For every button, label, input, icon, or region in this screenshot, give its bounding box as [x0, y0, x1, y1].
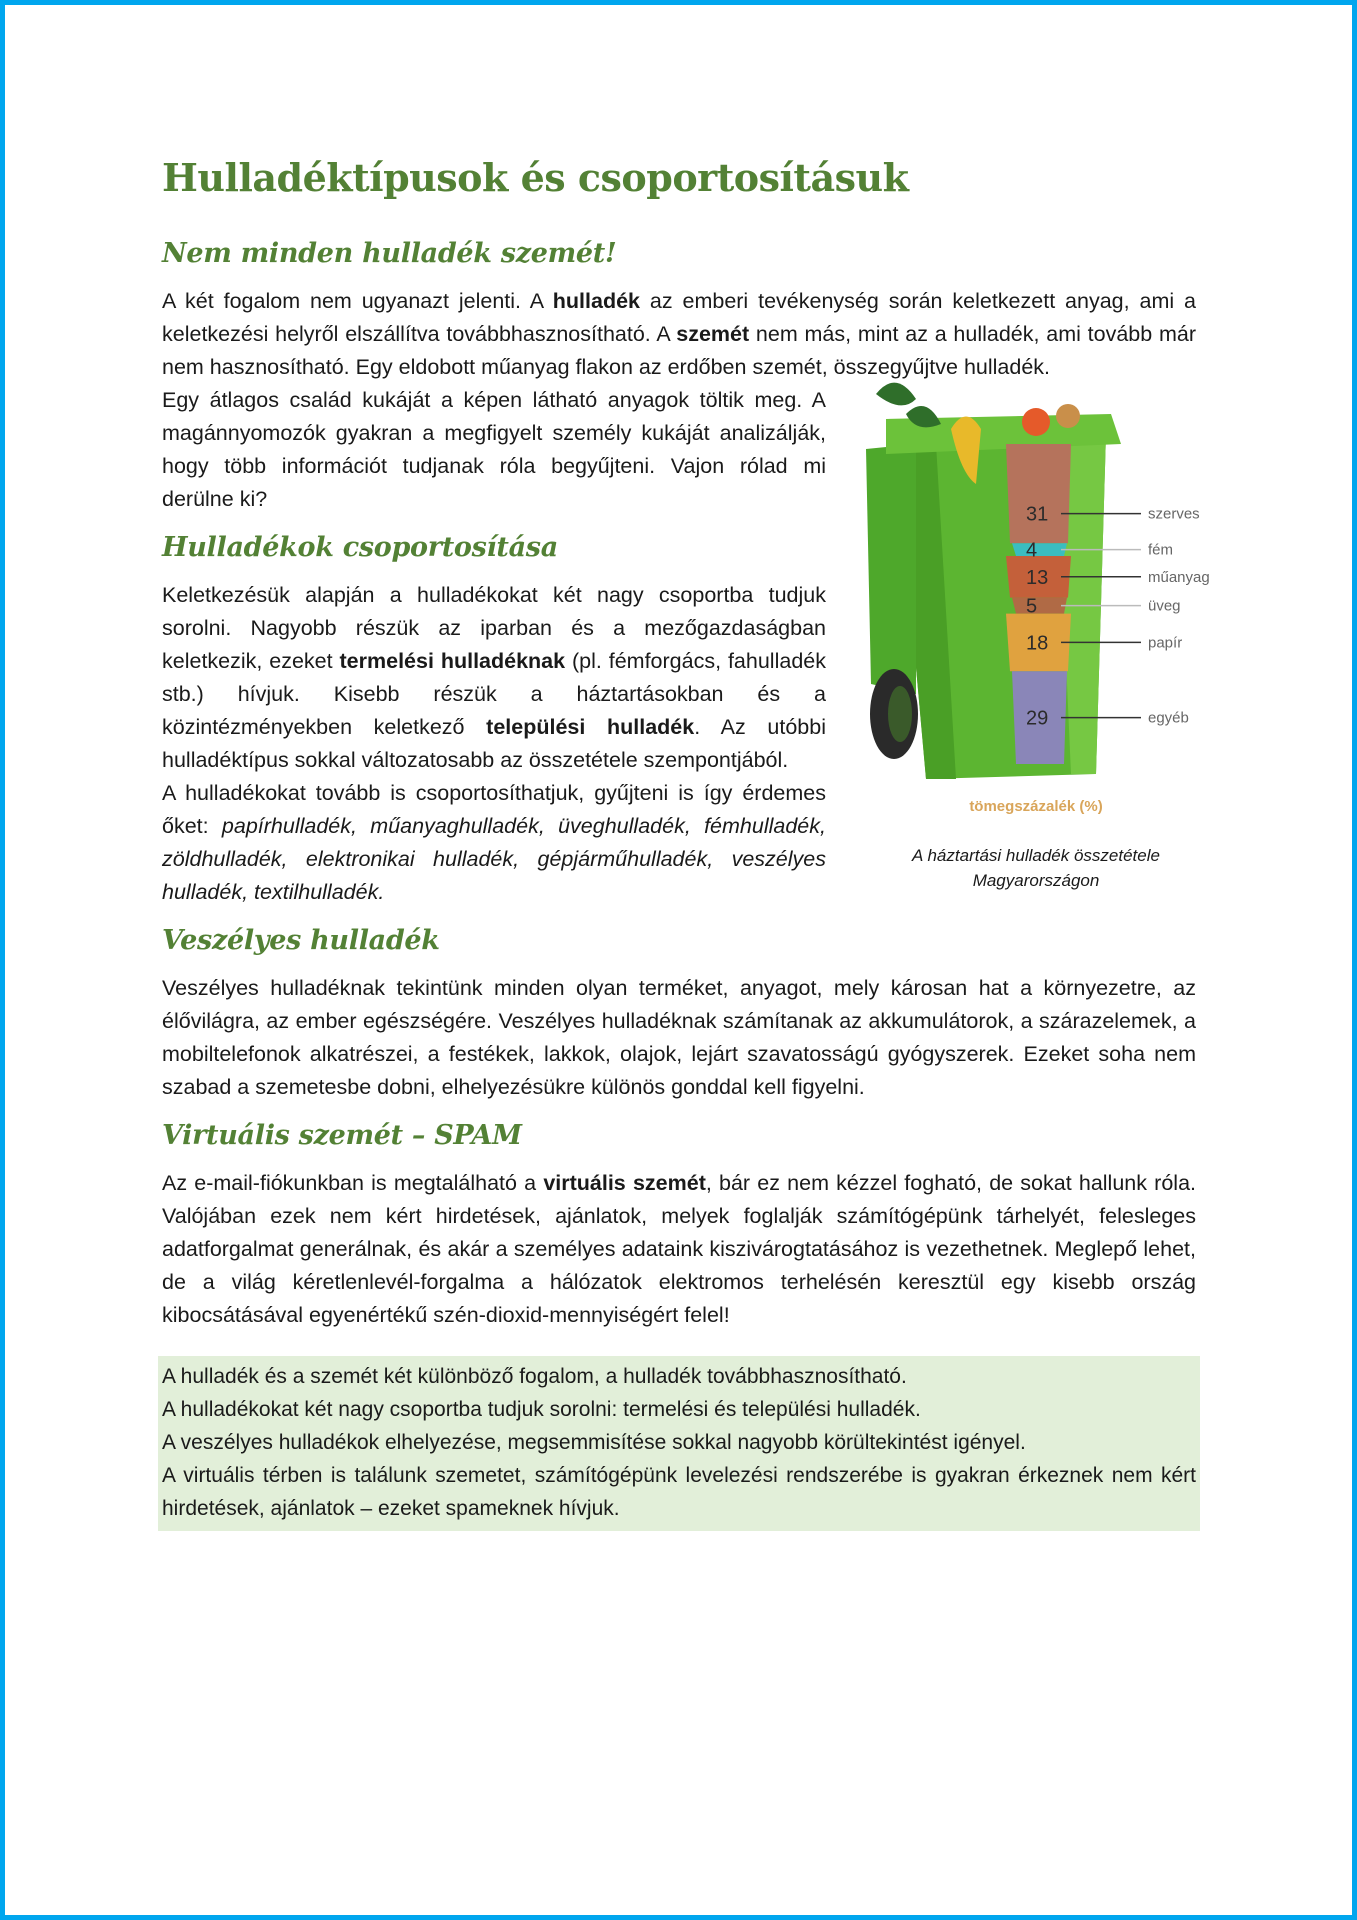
apple-core-icon: [1022, 408, 1050, 436]
italic-list: papírhulladék, műanyaghulladék, üveghulladék, fémhulladék, zöldhulladék, elektronikai hulladék, gépjárműhulladék, veszélyes hulladék, textilhulladék.: [162, 814, 826, 904]
paragraph: Az e-mail-fiókunkban is megtalálható a virtuális szemét, bár ez nem kézzel fogható, de sokat hallunk róla. Valójában ezek nem kért hirdetések, ajánlatok, melyek foglalják számítógépünk tárhelyét, felesleges adatforgalmat generálnak, és akár a személyes adataink kiszivárogtatásához is vezethetnek. Meglepő lehet, de a világ kéretlenlevél-forgalma a hálózatok elektromos terhelésén keresztül egy kisebb ország kibocsátásával egyenértékű szén-dioxid-mennyiségért felel!: [162, 1171, 1197, 1327]
segment-label: egyéb: [1148, 709, 1189, 727]
figure-caption: [856, 843, 1216, 893]
segment-label: műanyag: [1148, 568, 1210, 586]
summary-line: A hulladék és a szemét két különböző fogalom, a hulladék továbbhasznosítható.: [162, 1365, 907, 1388]
paragraph: Veszélyes hulladéknak tekintünk minden olyan terméket, anyagot, mely károsan hat a környezetre, az élővilágra, az ember egészségére. Veszélyes hulladéknak számítanak az akkumulátorok, a szárazelemek, a mobiltelefonok alkatrészei, a festékek, lakkok, olajok, lejárt szavatosságú gyógyszerek. Ezeket soha nem szabad a szemetesbe dobni, elhelyezésükre különös gonddal kell figyelni.: [162, 976, 1196, 1099]
segment-fém: [1012, 543, 1067, 556]
summary-line: A veszélyes hulladékok elhelyezése, megsemmisítése sokkal nagyobb körültekintést igényel.: [162, 1431, 1026, 1454]
segment-szerves: [1006, 444, 1071, 543]
segment-value: 13: [1026, 566, 1049, 589]
segment-value: 31: [1026, 503, 1049, 526]
bold-term: virtuális szemét: [543, 1171, 706, 1195]
paragraph: A hulladékokat tovább is csoportosíthatjuk, gyűjteni is így érdemes őket: papírhulladék, műanyaghulladék, üveghulladék, fémhulladék, zöldhulladék, elektronikai hulladék, gépjárműhulladék, veszélyes hulladék, textilhulladék.: [162, 781, 826, 904]
section-heading: Virtuális szemét – SPAM: [162, 1120, 522, 1151]
bold-term: hulladék: [552, 289, 640, 313]
section-heading: Nem minden hulladék szemét!: [162, 238, 617, 269]
page-title: Hulladéktípusok és csoportosításuk: [162, 155, 909, 200]
segment-value: 18: [1026, 632, 1049, 655]
section-heading: Veszélyes hulladék: [162, 925, 440, 956]
segment-label: üveg: [1148, 597, 1181, 615]
caption-line: A háztartási hulladék összetétele: [912, 846, 1160, 865]
document-body: [162, 155, 1210, 1531]
potato-icon: [1056, 404, 1080, 428]
paragraph: Keletkezésük alapján a hulladékokat két nagy csoportba tudjuk sorolni. Nagyobb részük az iparban és a mezőgazdaságban keletkezik, ezeket termelési hulladéknak (pl. fémforgács, fahulladék stb.) hívjuk. Kisebb részük a háztartásokban és a közintézményekben keletkező települési hulladék. Az utóbbi hulladéktípus sokkal változatosabb az összetétele szempontjából.: [162, 583, 827, 772]
segment-üveg: [1012, 598, 1067, 614]
summary-line: A virtuális térben is találunk szemetet, számítógépünk levelezési rendszerébe is gyakran érkeznek nem kért hirdetések, ajánlatok – ezeket spameknek hívjuk.: [162, 1464, 1196, 1520]
summary-line: A hulladékokat két nagy csoportba tudjuk sorolni: termelési és települési hulladék.: [162, 1398, 921, 1421]
bold-term: települési hulladék: [486, 715, 695, 739]
section-hazardous: [162, 925, 1196, 1104]
segment-value: 5: [1026, 595, 1038, 618]
waste-bin-figure: [856, 374, 1216, 893]
bin-icon: [866, 414, 1121, 779]
segment-label: papír: [1148, 634, 1183, 652]
paragraph: A két fogalom nem ugyanazt jelenti. A hulladék az emberi tevékenység során keletkezett anyag, ami a keletkezési helyről elszállítva továbbhasznosítható. A szemét nem más, mint az a hulladék, ami tovább már nem hasznosítható. Egy eldobott műanyag flakon az erdőben szemét, összegyűjtve hulladék.: [162, 289, 1196, 379]
section-spam: [162, 1120, 1196, 1332]
segment-label: szerves: [1148, 505, 1200, 523]
caption-line: Magyarországon: [972, 871, 1100, 890]
summary-box: [158, 1356, 1200, 1531]
figure-unit-label: tömegszázalék (%): [969, 798, 1103, 815]
segment-label: fém: [1148, 541, 1174, 559]
bold-term: szemét: [676, 322, 750, 346]
waste-bin-illustration: [856, 374, 1216, 794]
section-heading: Hulladékok csoportosítása: [162, 532, 558, 563]
paragraph: Egy átlagos család kukáját a képen látható anyagok töltik meg. A magánnyomozók gyakran a megfigyelt személy kukáját analizálják, hogy több információt tudjanak róla begyűjteni. Vajon rólad mi derülne ki?: [162, 388, 826, 511]
bold-term: termelési hulladéknak: [339, 649, 566, 673]
segment-value: 4: [1026, 539, 1038, 562]
segment-value: 29: [1026, 707, 1049, 730]
